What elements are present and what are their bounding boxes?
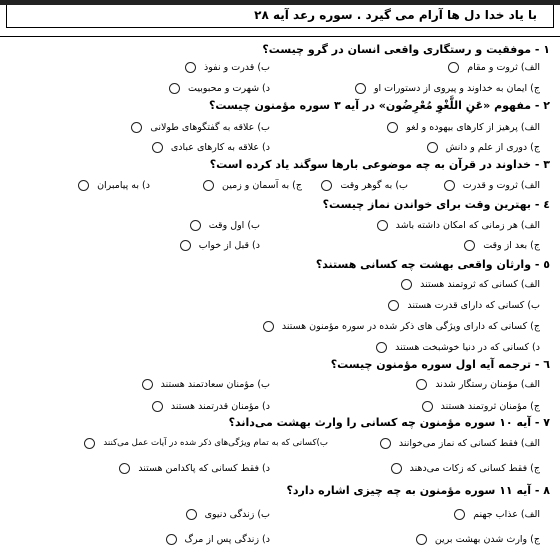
radio-2b[interactable] xyxy=(131,122,142,133)
radio-2d[interactable] xyxy=(152,142,163,153)
option-2b[interactable]: ب) علاقه به گفتگوهای طولانی xyxy=(131,121,270,134)
option-6c[interactable]: ج) مؤمنان ثروتمند هستند xyxy=(422,400,540,413)
option-7a[interactable]: الف) فقط کسانی که نماز می‌خوانند xyxy=(380,437,540,450)
option-7c[interactable]: ج) فقط کسانی که زکات می‌دهند xyxy=(391,462,540,475)
option-6d[interactable]: د) مؤمنان قدرتمند هستند xyxy=(152,400,270,413)
radio-2a[interactable] xyxy=(387,122,398,133)
radio-3b[interactable] xyxy=(321,180,332,191)
option-7b[interactable]: ب)کسانی که به تمام ویژگی‌های ذکر شده در آیات عمل می‌کنند xyxy=(84,437,328,451)
radio-4a[interactable] xyxy=(377,220,388,231)
option-4d[interactable]: د) قبل از خواب xyxy=(180,239,260,252)
question-3: ٣ - خداوند در قرآن به چه موضوعی بارها سوگند یاد کرده است؟ xyxy=(209,158,550,171)
option-1d[interactable]: د) شهرت و محبوبیت xyxy=(169,82,270,95)
question-4: ٤ - بهترین وقت برای خواندن نماز چیست؟ xyxy=(322,198,550,211)
question-6: ٦ - ترجمه آیه اول سوره مؤمنون چیست؟ xyxy=(330,358,550,371)
radio-6c[interactable] xyxy=(422,401,433,412)
option-1b[interactable]: ب) قدرت و نفوذ xyxy=(185,61,270,74)
option-4b[interactable]: ب) اول وقت xyxy=(190,219,260,232)
option-7d[interactable]: د) فقط کسانی که پاکدامن هستند xyxy=(119,462,270,475)
radio-1a[interactable] xyxy=(448,62,459,73)
radio-4c[interactable] xyxy=(464,240,475,251)
radio-7d[interactable] xyxy=(119,463,130,474)
option-3d[interactable]: د) به پیامبران xyxy=(78,179,150,192)
radio-1b[interactable] xyxy=(185,62,196,73)
radio-5d[interactable] xyxy=(376,342,387,353)
option-5c[interactable]: ج) کسانی که دارای ویژگی های ذکر شده در سوره مؤمنون هستند xyxy=(263,320,540,333)
question-8: ٨ - آیه ١١ سوره مؤمنون به چه چیزی اشاره دارد؟ xyxy=(286,484,550,497)
radio-6d[interactable] xyxy=(152,401,163,412)
option-6a[interactable]: الف) مؤمنان رستگار شدند xyxy=(416,378,540,391)
header-divider xyxy=(0,36,560,37)
option-4a[interactable]: الف) هر زمانی که امکان داشته باشد xyxy=(377,219,540,232)
option-8a[interactable]: الف) عذاب جهنم xyxy=(454,508,540,521)
option-2d[interactable]: د) علاقه به کارهای عبادی xyxy=(152,141,270,154)
option-8c[interactable]: ج) وارث شدن بهشت برین xyxy=(416,533,540,546)
radio-5c[interactable] xyxy=(263,321,274,332)
question-2: ٢ - مفهوم «عَنِ اللَّغْوِ مُعْرِضُون» در آیه ٣ سوره مؤمنون چیست؟ xyxy=(208,99,550,112)
radio-8a[interactable] xyxy=(454,509,465,520)
radio-6a[interactable] xyxy=(416,379,427,390)
option-4c[interactable]: ج) بعد از وقت xyxy=(464,239,540,252)
radio-3d[interactable] xyxy=(78,180,89,191)
radio-4d[interactable] xyxy=(180,240,191,251)
radio-3c[interactable] xyxy=(203,180,214,191)
radio-4b[interactable] xyxy=(190,220,201,231)
option-5b[interactable]: ب) کسانی که دارای قدرت هستند xyxy=(388,299,540,312)
question-7: ٧ - آیه ١٠ سوره مؤمنون چه کسانی را وارث بهشت می‌داند؟ xyxy=(228,416,550,429)
header-verse: با یاد خدا دل ها آرام می گیرد . سوره رعد آیه ۲۸ xyxy=(254,8,537,22)
option-2a[interactable]: الف) پرهیز از کارهای بیهوده و لغو xyxy=(387,121,540,134)
radio-7c[interactable] xyxy=(391,463,402,474)
radio-7b[interactable] xyxy=(84,438,95,449)
option-1a[interactable]: الف) ثروت و مقام xyxy=(448,61,540,74)
question-5: ٥ - وارثان واقعی بهشت چه کسانی هستند؟ xyxy=(315,258,550,271)
option-3b[interactable]: ب) به گوهر وقت xyxy=(321,179,408,192)
option-6b[interactable]: ب) مؤمنان سعادتمند هستند xyxy=(142,378,270,391)
radio-2c[interactable] xyxy=(427,142,438,153)
option-8b[interactable]: ب) زندگی دنیوی xyxy=(186,508,270,521)
option-5d[interactable]: د) کسانی که در دنیا خوشبخت هستند xyxy=(376,341,540,354)
radio-5a[interactable] xyxy=(401,279,412,290)
option-8d[interactable]: د) زندگی پس از مرگ xyxy=(166,533,271,546)
question-1: ١ - موفقیت و رستگاری واقعی انسان در گرو چیست؟ xyxy=(262,43,550,56)
radio-7a[interactable] xyxy=(380,438,391,449)
radio-6b[interactable] xyxy=(142,379,153,390)
radio-5b[interactable] xyxy=(388,300,399,311)
radio-8c[interactable] xyxy=(416,534,427,545)
radio-1d[interactable] xyxy=(169,83,180,94)
option-3c[interactable]: ج) به آسمان و زمین xyxy=(203,179,302,192)
option-3a[interactable]: الف) ثروت و قدرت xyxy=(444,179,540,192)
option-5a[interactable]: الف) کسانی که ثروتمند هستند xyxy=(401,278,540,291)
radio-1c[interactable] xyxy=(355,83,366,94)
option-2c[interactable]: ج) دوری از علم و دانش xyxy=(427,141,540,154)
radio-8d[interactable] xyxy=(166,534,177,545)
radio-8b[interactable] xyxy=(186,509,197,520)
option-1c[interactable]: ج) ایمان به خداوند و پیروی از دستورات او xyxy=(355,82,540,95)
header-box xyxy=(6,5,554,28)
radio-3a[interactable] xyxy=(444,180,455,191)
